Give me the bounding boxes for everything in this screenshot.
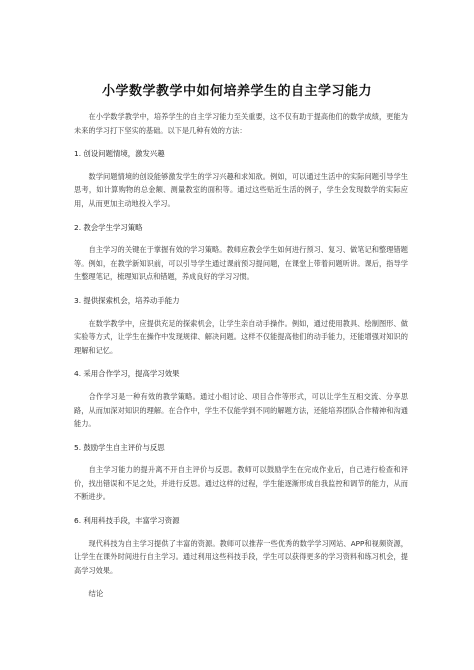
document-title: 小学数学教学中如何培养学生的自主学习能力 bbox=[101, 84, 372, 99]
section-paragraph: 自主学习的关键在于掌握有效的学习策略。教师应教会学生如何进行预习、复习、做笔记和整理错题等。例如，在教学新知识前，可以引导学生通过课前预习提问题，在课堂上带着问题听讲。课后，指导学生整理笔记，梳理知识点和错题，养成良好的学习习惯。 bbox=[74, 245, 408, 282]
section-paragraph: 数学问题情境的创设能够激发学生的学习兴趣和求知欲。例如，可以通过生活中的实际问题引导学生思考，如计算购物的总金额、测量教室的面积等。通过这些贴近生活的例子，学生会发现数学的实际应用，从而更加主动地投入学习。 bbox=[74, 171, 408, 208]
intro-paragraph: 在小学数学教学中，培养学生的自主学习能力至关重要，这不仅有助于提高他们的数学成绩，更能为未来的学习打下坚实的基础。以下是几种有效的方法： bbox=[74, 112, 408, 135]
section-heading: 4. 采用合作学习，提高学习效果 bbox=[74, 369, 180, 379]
section-heading: 3. 提供探索机会，培养动手能力 bbox=[74, 295, 180, 305]
document-body bbox=[74, 110, 408, 601]
section-heading: 6. 利用科技手段，丰富学习资源 bbox=[74, 516, 180, 526]
section-heading: 2. 教会学生学习策略 bbox=[74, 222, 143, 232]
section-heading: 5. 鼓励学生自主评价与反思 bbox=[74, 442, 165, 452]
section-paragraph: 自主学习能力的提升离不开自主评价与反思。教师可以鼓励学生在完成作业后，自己进行检查和评价，找出错误和不足之处，并进行反思。通过这样的过程，学生能逐渐形成自我监控和调节的能力，从而不断进步。 bbox=[74, 465, 408, 502]
section-paragraph: 合作学习是一种有效的教学策略。通过小组讨论、项目合作等形式，可以让学生互相交流、分享思路，从而加深对知识的理解。在合作中，学生不仅能学到不同的解题方法，还能培养团队合作精神和沟通能力。 bbox=[74, 391, 408, 429]
conclusion-heading: 结论 bbox=[88, 589, 104, 599]
section-paragraph: 现代科技为自主学习提供了丰富的资源。教师可以推荐一些优秀的数学学习网站、APP和视频资源，让学生在课外时间进行自主学习。通过利用这些科技手段，学生可以获得更多的学习资料和练习机会，提高学习效果。 bbox=[74, 538, 408, 575]
section-heading: 1. 创设问题情境，激发兴趣 bbox=[74, 149, 165, 159]
section-paragraph: 在数学教学中，应提供充足的探索机会，让学生亲自动手操作。例如，通过使用教具、绘制图形、做实验等方式，让学生在操作中发现规律、解决问题。这样不仅能提高他们的动手能力，还能增强对知识的理解和记忆。 bbox=[74, 318, 408, 355]
